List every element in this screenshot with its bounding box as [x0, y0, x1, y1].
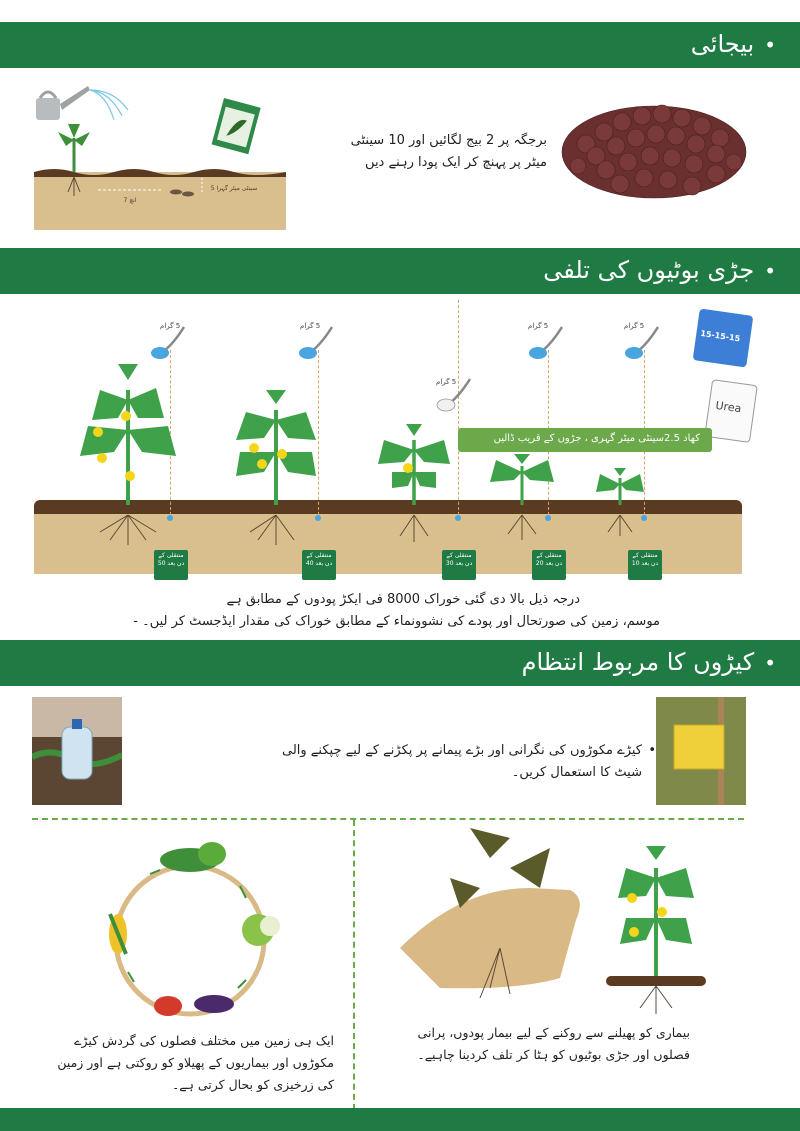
plant-icon: [236, 390, 316, 545]
section-header-seeding: [0, 22, 800, 68]
stage-label: منتقلی کے دن بعد 50: [154, 550, 188, 580]
npk-bag-label: 15-15-15: [699, 328, 741, 344]
stage-label: منتقلی کے دن بعد 10: [628, 550, 662, 580]
plant-removal-text: بیماری کو پھیلنے سے روکنے کے لیے بیمار پودوں، پرانی فصلوں اور جڑی بوٹیوں کو ہٹا کر تلف کردینا چاہیے۔: [417, 1025, 690, 1062]
banner-text: کھاد 2.5سینٹی میٹر گہری ، جڑوں کے قریب ڈالیں: [493, 433, 700, 444]
seeding-diagram: [34, 80, 286, 230]
plant-icon: [378, 424, 450, 542]
bullet-icon: •: [764, 33, 776, 57]
corn-icon: [109, 914, 127, 954]
npk-bag: [693, 308, 754, 367]
section-title: کیڑوں کا مربوط انتظام: [521, 648, 755, 676]
spoon-icon: [625, 327, 658, 359]
healthy-plant-icon: [606, 846, 706, 1014]
dose-label: 5 گرام: [436, 378, 457, 386]
stage-label: منتقلی کے دن بعد 40: [302, 550, 336, 580]
plant-growth-stages: [0, 360, 800, 560]
fertilizer-note-1: درجہ ذیل بالا دی گئی خوراک 8000 فی ایکڑ پودوں کے مطابق ہے: [226, 592, 580, 607]
cabbage-icon: [242, 914, 280, 946]
seeds-image: [556, 92, 752, 202]
section-header-pest: [0, 640, 800, 686]
stage-label: منتقلی کے دن بعد 20: [532, 550, 566, 580]
spoon-icon: [529, 327, 562, 359]
seeding-description: برجگہ پر 2 بیج لگائیں اور 10 سینٹی میٹر پر پہنچ کر ایک پودا رہنے دیں: [350, 133, 547, 170]
sticky-trap-text: [252, 740, 656, 784]
cucumber-icon: [160, 842, 226, 872]
bullet-icon: •: [764, 259, 776, 283]
plant-icon: [490, 454, 554, 540]
seeds-pile-icon: [556, 92, 752, 202]
divider: [32, 818, 744, 820]
dose-label: 5 گرام: [528, 322, 549, 330]
depth-label: 5 سینٹی میٹر گہرا: [210, 185, 258, 192]
spacing-label: 7 انچ: [123, 197, 137, 204]
spoon-icon: [151, 327, 184, 359]
plant-icon: [596, 468, 644, 536]
seed-packet-icon: [212, 98, 261, 154]
sticky-trap-icon: [656, 697, 746, 805]
sticky-trap-description: کیڑے مکوڑوں کی نگرانی اور بڑے پیمانے پر پکڑنے کے لیے چپکنے والی شیٹ کا استعمال کریں۔: [281, 743, 642, 780]
spoon-icon: [299, 327, 332, 359]
bottle-trap-photo: [32, 697, 122, 805]
crop-rotation-cycle: [90, 830, 300, 1030]
section-title: جڑی بوٹیوں کی تلفی: [543, 256, 755, 284]
plant-removal-illustration: [400, 828, 740, 1018]
divider: [353, 820, 355, 1110]
dose-label: 5 گرام: [300, 322, 321, 330]
section-header-fertilization: [0, 248, 800, 294]
fertilizer-note-2: موسم، زمین کی صورتحال اور پودے کی نشوونماء کے مطابق خوراک کی مقدار ایڈجسٹ کر لیں۔ -: [133, 614, 660, 629]
bullet-icon: •: [764, 651, 776, 675]
sticky-trap-photo: [656, 697, 746, 805]
dose-label: 5 گرام: [624, 322, 645, 330]
urea-bag-label: Urea: [714, 398, 743, 416]
watering-can-icon: [36, 86, 90, 120]
stage-label: منتقلی کے دن بعد 30: [442, 550, 476, 580]
plant-icon: [80, 364, 176, 545]
bullet-icon: •: [648, 743, 656, 758]
crop-rotation-text: ایک ہی زمین میں مختلف فصلوں کی گردش کیڑے مکوڑوں اور بیماریوں کے پھیلاو کو روکتی ہے اور زمین کی زرخیزی کو بحال کرتی ہے۔: [57, 1033, 334, 1092]
section-title: بیجائی: [690, 30, 755, 58]
seeding-illustration: [34, 80, 286, 230]
bottle-trap-icon: [32, 697, 122, 805]
footer-band: [0, 1108, 800, 1131]
dose-label: 5 گرام: [160, 322, 181, 330]
